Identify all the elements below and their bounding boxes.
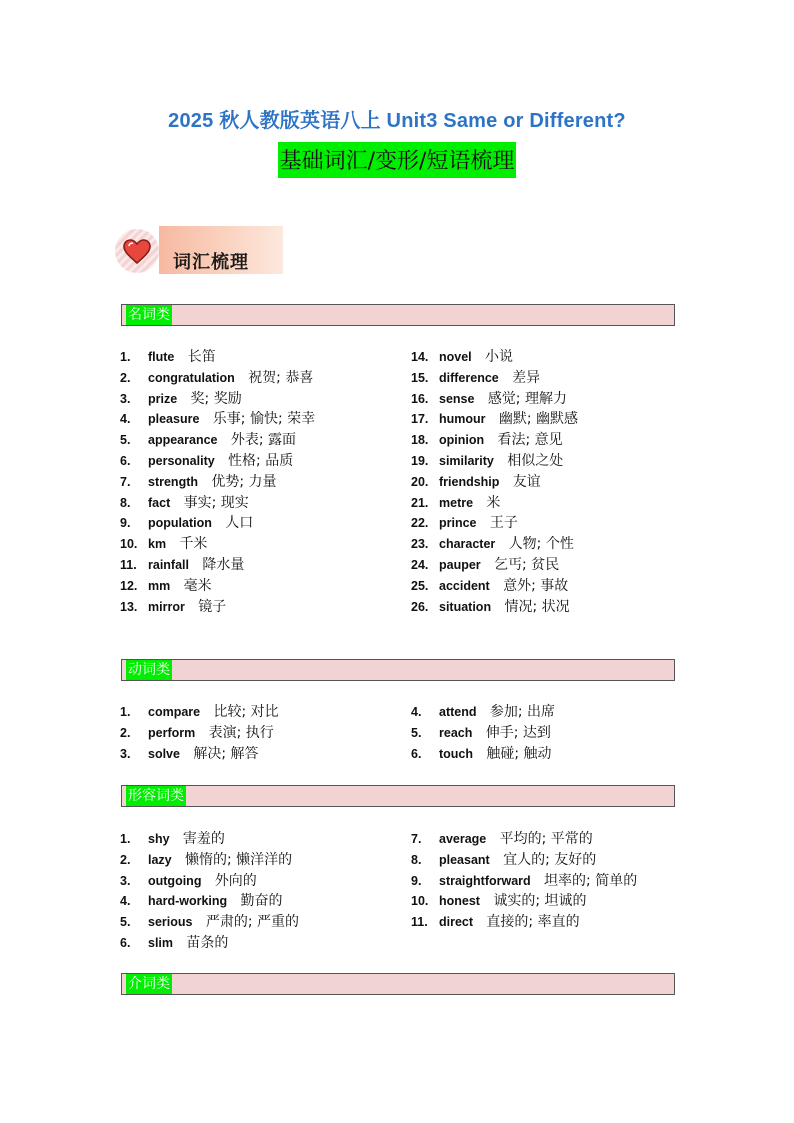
vocab-meaning: 乐事; 愉快; 荣幸 [212, 411, 316, 428]
vocab-item [120, 723, 279, 744]
vocab-word: strength [148, 474, 198, 489]
vocab-meaning: 王子 [489, 515, 518, 532]
vocab-word: solve [148, 746, 180, 761]
vocab-word: touch [439, 746, 474, 761]
vocab-number: 11. [120, 557, 137, 572]
vocab-item [411, 850, 637, 871]
vocab-word: population [148, 516, 212, 531]
vocab-meaning: 严肃的; 严重的 [205, 914, 299, 931]
vocab-number: 21. [411, 495, 429, 510]
vocab-number: 9. [411, 873, 422, 888]
vocab-item [120, 829, 299, 850]
badge-label-box [159, 226, 283, 274]
vocab-word: km [148, 537, 167, 552]
vocab-meaning: 比较; 对比 [213, 704, 279, 720]
vocab-item [120, 451, 315, 472]
vocab-word: pauper [439, 557, 481, 572]
section-label-adjectives: 形容词类 [128, 788, 184, 804]
vocab-number: 6. [120, 935, 131, 950]
vocab-word: outgoing [148, 873, 202, 888]
vocab-word: friendship [439, 474, 500, 489]
vocab-section-badge [115, 226, 283, 276]
vocab-word: prize [148, 391, 178, 406]
vocab-meaning: 差异 [512, 369, 541, 386]
vocab-item [120, 347, 315, 368]
vocab-meaning: 平均的; 平常的 [499, 831, 593, 847]
vocab-item [411, 576, 578, 597]
vocab-number: 2. [120, 852, 131, 867]
vocab-meaning: 感觉; 理解力 [487, 390, 567, 407]
heart-badge-circle [115, 229, 159, 273]
vocab-number: 20. [411, 474, 429, 489]
vocab-number: 1. [120, 705, 131, 719]
vocab-word: congratulation [148, 370, 235, 385]
document-title: 2025 秋人教版英语八上 Unit3 Same or Different? [168, 110, 626, 132]
noun-list-right [411, 347, 578, 617]
vocab-number: 22. [411, 516, 429, 531]
heart-icon [123, 239, 151, 265]
vocab-word: attend [439, 705, 477, 719]
vocab-word: pleasant [439, 852, 490, 867]
vocab-item [120, 891, 299, 912]
vocab-item [411, 451, 578, 472]
vocab-word: opinion [439, 433, 485, 448]
vocab-word: mm [148, 578, 171, 593]
vocab-number: 1. [120, 832, 131, 846]
vocab-number: 11. [411, 915, 428, 930]
vocab-meaning: 长笛 [187, 349, 216, 365]
vocab-item [120, 493, 315, 514]
vocab-meaning: 解决; 解答 [193, 745, 259, 762]
section-bar-prepositions [121, 973, 675, 995]
section-label-nouns: 名词类 [128, 307, 170, 323]
document-subtitle: 基础词汇/变形/短语梳理 [278, 142, 517, 178]
vocab-meaning: 害羞的 [182, 831, 225, 847]
vocab-word: shy [148, 832, 170, 846]
vocab-item [411, 534, 578, 555]
vocab-item [120, 472, 315, 493]
vocab-word: character [439, 537, 496, 552]
vocab-meaning: 祝贺; 恭喜 [248, 369, 314, 386]
vocab-word: straightforward [439, 873, 531, 888]
vocab-number: 3. [120, 873, 131, 888]
vocab-word: humour [439, 412, 486, 427]
vocab-number: 17. [411, 412, 429, 427]
vocab-item [120, 534, 315, 555]
vocab-word: honest [439, 894, 480, 909]
vocab-number: 6. [411, 746, 422, 761]
vocab-number: 12. [120, 578, 138, 593]
vocab-item [120, 912, 299, 933]
vocab-item [120, 389, 315, 410]
vocab-word: average [439, 832, 487, 846]
vocab-item [120, 702, 279, 723]
vocab-number: 16. [411, 391, 429, 406]
vocab-number: 24. [411, 557, 429, 572]
vocab-item [411, 347, 578, 368]
vocab-meaning: 千米 [179, 536, 208, 553]
section-bar-verbs [121, 659, 675, 681]
section-label-verbs: 动词类 [128, 662, 170, 678]
vocab-word: mirror [148, 599, 185, 614]
vocab-word: reach [439, 725, 473, 740]
vocab-meaning: 人口 [225, 515, 254, 532]
vocab-meaning: 奖; 奖励 [190, 390, 242, 407]
vocab-meaning: 勤奋的 [240, 893, 283, 910]
vocab-number: 5. [120, 915, 131, 930]
section-label-prepositions: 介词类 [128, 976, 170, 992]
vocab-item [120, 850, 299, 871]
vocab-meaning: 苗条的 [186, 934, 229, 951]
vocab-meaning: 触碰; 触动 [486, 745, 552, 762]
vocab-item [411, 871, 637, 892]
vocab-number: 7. [411, 832, 422, 846]
vocab-item [411, 829, 637, 850]
vocab-word: serious [148, 915, 193, 930]
vocab-item [411, 723, 555, 744]
vocab-number: 25. [411, 578, 429, 593]
vocab-item [120, 576, 315, 597]
vocab-meaning: 米 [486, 494, 501, 511]
vocab-meaning: 小说 [485, 349, 514, 365]
vocab-meaning: 外向的 [214, 872, 257, 889]
vocab-number: 19. [411, 453, 429, 468]
vocab-word: sense [439, 391, 475, 406]
vocab-word: difference [439, 370, 499, 385]
vocab-word: novel [439, 350, 472, 364]
vocab-item [411, 493, 578, 514]
vocab-number: 14. [411, 350, 429, 364]
vocab-number: 10. [120, 537, 138, 552]
vocab-meaning: 乞丐; 贫民 [494, 556, 560, 573]
vocab-item [411, 702, 555, 723]
vocab-word: personality [148, 453, 215, 468]
vocab-item [120, 409, 315, 430]
vocab-meaning: 镜子 [198, 598, 227, 615]
vocab-number: 4. [411, 705, 422, 719]
vocab-item [411, 409, 578, 430]
vocab-item [411, 513, 578, 534]
vocab-meaning: 幽默; 幽默感 [498, 411, 579, 428]
vocab-word: fact [148, 495, 171, 510]
vocab-meaning: 参加; 出席 [489, 704, 556, 720]
vocab-item [411, 368, 578, 389]
vocab-word: hard-working [148, 894, 228, 909]
vocab-item [120, 555, 315, 576]
vocab-number: 1. [120, 350, 131, 364]
adjective-list-left [120, 829, 299, 954]
vocab-number: 4. [120, 412, 131, 427]
vocab-meaning: 宜人的; 友好的 [503, 851, 597, 868]
vocab-meaning: 直接的; 率直的 [486, 914, 580, 931]
vocab-word: appearance [148, 433, 218, 448]
vocab-number: 23. [411, 537, 429, 552]
vocab-word: perform [148, 725, 196, 740]
vocab-meaning: 友谊 [512, 473, 541, 490]
noun-list-left [120, 347, 315, 617]
vocab-number: 6. [120, 453, 131, 468]
vocab-meaning: 外表; 露面 [230, 432, 297, 449]
vocab-meaning: 毫米 [183, 577, 212, 594]
verb-list-left [120, 702, 279, 764]
vocab-meaning: 诚实的; 坦诚的 [493, 893, 587, 910]
vocab-word: rainfall [148, 557, 189, 572]
vocab-word: accident [439, 578, 490, 593]
verb-list-right [411, 702, 555, 764]
vocab-number: 26. [411, 599, 429, 614]
vocab-meaning: 坦率的; 简单的 [544, 872, 638, 889]
vocab-meaning: 性格; 品质 [228, 452, 294, 469]
vocab-meaning: 看法; 意见 [497, 432, 563, 449]
vocab-number: 7. [120, 474, 131, 489]
vocab-number: 13. [120, 599, 138, 614]
badge-label: 词汇梳理 [173, 252, 249, 273]
section-bar-adjectives [121, 785, 675, 807]
vocab-meaning: 事实; 现实 [183, 494, 249, 511]
vocab-item [120, 871, 299, 892]
vocab-item [120, 368, 315, 389]
vocab-number: 15. [411, 370, 429, 385]
vocab-number: 3. [120, 746, 131, 761]
vocab-meaning: 情况; 状况 [504, 598, 570, 615]
subtitle-container [0, 142, 794, 178]
vocab-item [411, 389, 578, 410]
vocab-word: situation [439, 599, 492, 614]
vocab-word: direct [439, 915, 474, 930]
vocab-item [120, 933, 299, 954]
vocab-number: 3. [120, 391, 131, 406]
vocab-meaning: 伸手; 达到 [485, 724, 551, 741]
vocab-item [120, 597, 315, 618]
vocab-number: 4. [120, 894, 131, 909]
vocab-item [411, 912, 637, 933]
vocab-number: 2. [120, 370, 131, 385]
vocab-word: flute [148, 350, 175, 364]
vocab-item [411, 430, 578, 451]
vocab-number: 18. [411, 433, 429, 448]
vocab-meaning: 人物; 个性 [508, 536, 574, 553]
vocab-item [120, 513, 315, 534]
vocab-item [411, 555, 578, 576]
vocab-meaning: 降水量 [202, 556, 245, 573]
vocab-word: compare [148, 705, 201, 719]
vocab-item [120, 744, 279, 765]
vocab-number: 9. [120, 516, 131, 531]
vocab-number: 5. [411, 725, 422, 740]
vocab-item [411, 597, 578, 618]
vocab-meaning: 懒惰的; 懒洋洋的 [185, 851, 293, 868]
vocab-meaning: 表演; 执行 [208, 724, 274, 741]
vocab-item [411, 891, 637, 912]
vocab-word: similarity [439, 453, 494, 468]
vocab-item [411, 472, 578, 493]
vocab-meaning: 相似之处 [507, 452, 564, 469]
vocab-word: slim [148, 935, 174, 950]
vocab-number: 2. [120, 725, 131, 740]
vocab-word: pleasure [148, 412, 200, 427]
vocab-word: prince [439, 516, 477, 531]
vocab-item [120, 430, 315, 451]
adjective-list-right [411, 829, 637, 933]
vocab-number: 5. [120, 433, 131, 448]
vocab-meaning: 优势; 力量 [211, 473, 277, 490]
vocab-item [411, 744, 555, 765]
vocab-word: lazy [148, 852, 172, 867]
vocab-meaning: 意外; 事故 [503, 577, 569, 594]
vocab-number: 8. [411, 852, 422, 867]
section-bar-nouns [121, 304, 675, 326]
vocab-number: 10. [411, 894, 429, 909]
vocab-number: 8. [120, 495, 131, 510]
vocab-word: metre [439, 495, 474, 510]
